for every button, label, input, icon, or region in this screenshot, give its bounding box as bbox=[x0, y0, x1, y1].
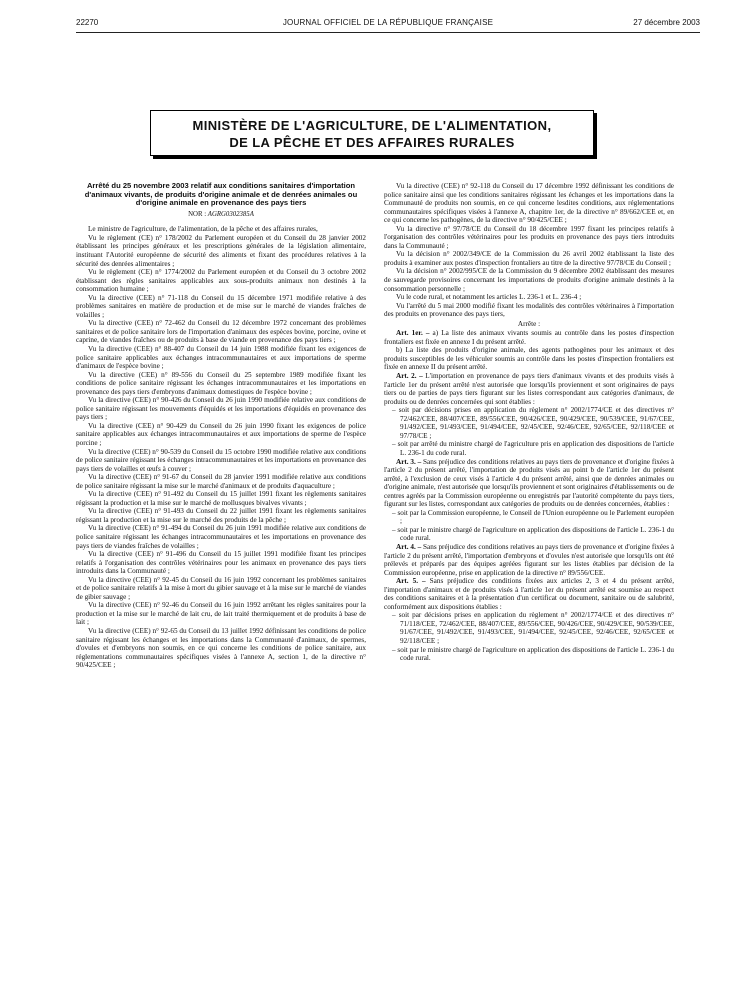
list-item: – soit par le ministre chargé de l'agriculture en application des dispositions de l'article L. 236-1 du code rural. bbox=[400, 526, 674, 543]
decree-title: Arrêté du 25 novembre 2003 relatif aux conditions sanitaires d'importation d'animaux vivants, de produits d'origine animale et de denrées animales ou d'origine animale en provenance des pays tiers bbox=[84, 181, 358, 208]
paragraph: Le ministre de l'agriculture, de l'alimentation, de la pêche et des affaires rurales, bbox=[88, 225, 318, 234]
article-1-b: b) La liste des produits d'origine animale, des agents pathogènes pour les animaux et des produits susceptibles de les véhiculer soumis au contrôle dans les postes d'inspection frontaliers est fixée en annexe II du présent arrêté. bbox=[384, 346, 674, 372]
page-number: 22270 bbox=[76, 18, 99, 27]
paragraph: Vu la directive (CEE) n° 91-496 du Conseil du 15 juillet 1991 modifiée fixant les principes relatifs à l'organisation des contrôles vétérinaires pour les animaux en provenance des pays tiers introduits dans la Communauté ; bbox=[76, 550, 366, 576]
paragraph: Vu la directive (CEE) n° 90-426 du Conseil du 26 juin 1990 modifiée relative aux conditions de police sanitaire régissant les mouvements d'équidés et les importations d'équidés en provenance des pays tiers ; bbox=[76, 396, 366, 422]
nor-label: NOR : bbox=[188, 210, 207, 218]
paragraph: Vu la directive (CEE) n° 89-556 du Conseil du 25 septembre 1989 modifiée fixant les conditions de police sanitaire régissant les échanges intracommunautaires et les importations en provenance des pays tiers d'embryons d'animaux domestiques de l'espèce bovine ; bbox=[76, 370, 366, 396]
article-5 bbox=[384, 577, 674, 611]
header-rule bbox=[76, 32, 700, 33]
paragraph: Vu la directive (CEE) n° 92-118 du Conseil du 17 décembre 1992 définissant les conditions de police sanitaire ainsi que les conditions sanitaires régissant les échanges et les importations dans la Communauté de produits non soumis, en ce qui concerne lesdites conditions, aux réglementations communautaires spécifiques visées à l'annexe A, chapitre 1er, de la directive n° 89/662/CEE et, en ce qui concerne les pathogènes, de la directive n° 90/425/CEE ; bbox=[384, 182, 674, 225]
page-header bbox=[76, 18, 700, 32]
paragraph: Vu la directive (CEE) n° 90-539 du Conseil du 15 octobre 1990 modifiée relative aux conditions de police sanitaire régissant les échanges intracommunautaires et les importations en provenance des pays tiers de volailles et œufs à couver ; bbox=[76, 447, 366, 473]
article-text: L'importation en provenance de pays tiers d'animaux vivants et des produits visés à l'article 1er du présent arrêté n'est autorisée que lorsqu'ils proviennent et sont originaires de pays tiers ou de parties de pays tiers figurant sur les listes correspondant aux catégories d'animaux, de produits ou de denrées concernées qui sont établies : bbox=[384, 372, 674, 406]
article-label: Art. 3. – bbox=[396, 457, 422, 466]
nor-code: AGRG0302385A bbox=[207, 210, 254, 218]
paragraph: Vu la décision n° 2002/995/CE de la Commission du 9 décembre 2002 établissant des mesures de sauvegarde provisoires concernant les importations de produits d'origine animale destinés à la consommation personnelle ; bbox=[384, 267, 674, 293]
paragraph: Vu la décision n° 2002/349/CE de la Commission du 26 avril 2002 établissant la liste des produits à examiner aux postes d'inspection frontaliers au titre de la directive 97/78/CE du Conseil ; bbox=[384, 250, 674, 267]
article-3 bbox=[384, 458, 674, 509]
list-item: – soit par la Commission européenne, le Conseil de l'Union européenne ou le Parlement européen ; bbox=[400, 509, 674, 526]
list-item: – soit par arrêté du ministre chargé de l'agriculture pris en application des dispositions de l'article L. 236-1 du code rural. bbox=[400, 440, 674, 457]
nor-reference bbox=[76, 211, 366, 220]
article-5-list bbox=[384, 611, 674, 662]
paragraph: Vu le règlement (CE) n° 1774/2002 du Parlement européen et du Conseil du 3 octobre 2002 établissant des règles sanitaires applicables aux sous-produits animaux non destinés à la consommation humaine ; bbox=[76, 268, 366, 294]
paragraph: Vu la directive (CEE) n° 91-492 du Conseil du 15 juillet 1991 fixant les règlements sanitaires régissant la production et la mise sur le marché de mollusques bivalves vivants ; bbox=[76, 490, 366, 507]
paragraph: Vu la directive (CEE) n° 90-429 du Conseil du 26 juin 1990 fixant les exigences de police sanitaire applicables aux échanges intracommunautaires et aux importations de sperme de l'espèce porcine ; bbox=[76, 421, 366, 447]
right-column bbox=[384, 182, 674, 663]
ministry-line-2: DE LA PÊCHE ET DES AFFAIRES RURALES bbox=[229, 135, 515, 150]
issue-date: 27 décembre 2003 bbox=[633, 18, 700, 27]
list-item: – soit par décisions prises en application du règlement n° 2002/1774/CE et des directives n° 71/118/CEE, 72/462/CEE, 88/407/CEE, 89/556/CEE, 90/426/CEE, 90/429/CEE, 90/539/CEE, 91/67/CEE, 91/492/CEE, 91/493/CEE, 91/494/CEE, 92/45/CEE, 92/46/CEE, 92/65/CEE et 92/118/CEE ; bbox=[400, 611, 674, 645]
paragraph: Vu la directive n° 97/78/CE du Conseil du 18 décembre 1997 fixant les principes relatifs à l'organisation des contrôles vétérinaires pour les produits en provenance des pays tiers introduits dans la Communauté ; bbox=[384, 224, 674, 250]
article-text: Sans préjudice des conditions fixées aux articles 2, 3 et 4 du présent arrêté, l'importation d'animaux et de produits visés à l'article 1er du présent arrêté est soumise au respect des conditions sanitaires et à la présentation d'un certificat ou document, sanitaire ou de salubrité, conformément aux dispositions établies : bbox=[384, 577, 675, 611]
paragraph: Vu la directive (CEE) n° 92-46 du Conseil du 16 juin 1992 arrêtant les règles sanitaires pour la production et la mise sur le marché de lait cru, de lait traité thermiquement et de produits à base de lait ; bbox=[76, 601, 366, 627]
list-item: – soit par le ministre chargé de l'agriculture en application des dispositions de l'article L. 236-1 du code rural. bbox=[400, 646, 674, 663]
article-text: Sans préjudice des conditions relatives au pays tiers de provenance et d'origine fixées à l'article 2 du présent arrêté, l'importation de produits visés au point b de l'article 1er du présent arrêté, à l'exclusion de ceux visés à l'article 4 du présent arrêté, ainsi que de denrées animales ou d'origine animale, n'est autorisée que lorsqu'ils proviennent et sont originaires d'établissements ou de centres agréés par la Commission européenne ou enregistrés par l'autorité compétente du pays tiers, figurant sur les listes, correspondant aux catégories de produits ou de denrées concernées, établies : bbox=[384, 457, 675, 509]
article-label: Art. 5. – bbox=[396, 577, 426, 586]
article-4 bbox=[384, 543, 674, 577]
article-2-list bbox=[384, 406, 674, 457]
article-2 bbox=[384, 372, 674, 406]
paragraph: Vu le règlement (CE) n° 178/2002 du Parlement européen et du Conseil du 28 janvier 2002 établissant les principes généraux et les prescriptions générales de la législation alimentaire, instituant l'Autorité européenne de sécurité des aliments et fixant des procédures relatives à la sécurité des denrées alimentaires ; bbox=[76, 233, 366, 268]
paragraph: Vu le code rural, et notamment les articles L. 236-1 et L. 236-4 ; bbox=[396, 293, 582, 302]
paragraph: Vu la directive (CEE) n° 91-493 du Conseil du 22 juillet 1991 fixant les règlements sanitaires régissant la production et la mise sur le marché des produits de la pêche ; bbox=[76, 507, 366, 524]
article-label: Art. 4. – bbox=[396, 542, 422, 551]
article-text: a) La liste des animaux vivants soumis au contrôle dans les postes d'inspection frontaliers est fixée en annexe I du présent arrêté. bbox=[384, 329, 675, 346]
ministry-line-1: MINISTÈRE DE L'AGRICULTURE, DE L'ALIMENTATION, bbox=[192, 118, 552, 133]
article-3-list bbox=[384, 509, 674, 543]
left-column bbox=[76, 182, 366, 670]
paragraph: Vu la directive (CEE) n° 92-45 du Conseil du 16 juin 1992 concernant les problèmes sanitaires et de police sanitaire relatifs à la mise à mort du gibier sauvage et à la mise sur le marché de viandes de gibier sauvage ; bbox=[76, 575, 366, 601]
paragraph: Vu la directive (CEE) n° 88-407 du Conseil du 14 juin 1988 modifiée fixant les exigences de police sanitaire applicables aux échanges intracommunautaires et aux importations de sperme d'animaux de l'espèce bovine ; bbox=[76, 344, 366, 371]
paragraph: Vu la directive (CEE) n° 91-67 du Conseil du 28 janvier 1991 modifiée relative aux conditions de police sanitaire régissant la mise sur le marché d'animaux et de produits d'aquaculture ; bbox=[76, 473, 366, 490]
list-item: – soit par décisions prises en application du règlement n° 2002/1774/CE et des directives n° 72/462/CEE, 88/407/CEE, 89/556/CEE, 90/426/CEE, 90/429/CEE, 90/539/CEE, 91/67/CEE, 91/492/CEE, 91/493/CEE, 91/494/CEE, 92/45/CEE, 92/46/CEE, 92/65/CEE, 92/118/CEE et 97/78/CE ; bbox=[400, 406, 674, 440]
ministry-heading-box bbox=[150, 110, 594, 156]
paragraph: Vu l'arrêté du 5 mai 2000 modifié fixant les modalités des contrôles vétérinaires à l'importation des produits en provenance des pays tiers, bbox=[384, 301, 674, 319]
journal-title: JOURNAL OFFICIEL DE LA RÉPUBLIQUE FRANÇAISE bbox=[282, 18, 494, 27]
article-text: Sans préjudice des conditions relatives au pays tiers de provenance et d'origine fixées à l'article 2 du présent arrêté, l'importation d'embryons et d'ovules n'est autorisée que lorsqu'ils ont été prélevés et préparés par des équipes agréées figurant sur les listes établies par décision de la Commission européenne, prise en application de la directive n° 89/556/CEE. bbox=[384, 542, 675, 577]
arrete-heading: Arrête : bbox=[517, 319, 541, 328]
paragraph: Vu la directive (CEE) n° 91-494 du Conseil du 26 juin 1991 modifiée relative aux conditions de police sanitaire régissant les échanges intracommunautaires et les importations en provenance des pays tiers de viandes fraîches de volailles ; bbox=[76, 524, 366, 550]
article-label: Art. 2. – bbox=[396, 372, 423, 381]
article-label: Art. 1er. – bbox=[396, 329, 430, 338]
article-1 bbox=[384, 329, 674, 346]
paragraph: Vu la directive (CEE) n° 72-462 du Conseil du 12 décembre 1972 concernant des problèmes sanitaires et de police sanitaire lors de l'importation d'animaux des espèces bovine, porcine, ovine et caprine, de viandes fraîches ou de produits à base de viande en provenance des pays tiers ; bbox=[76, 319, 366, 345]
left-paragraph-list bbox=[76, 225, 366, 669]
paragraph: Vu la directive (CEE) n° 71-118 du Conseil du 15 décembre 1971 modifiée relative à des problèmes sanitaires en matière de production et de mise sur le marché de viandes fraîches de volailles ; bbox=[76, 293, 366, 319]
paragraph: Vu la directive (CEE) n° 92-65 du Conseil du 13 juillet 1992 définissant les conditions de police sanitaire régissant les échanges et les importations dans la Communauté d'animaux, de spermes, d'ovules et d'embryons non soumis, en ce qui concerne les conditions de police sanitaire, aux réglementations communautaires spécifiques visées à l'annexe A, section 1, de la directive n° 90/425/CEE ; bbox=[76, 627, 366, 670]
